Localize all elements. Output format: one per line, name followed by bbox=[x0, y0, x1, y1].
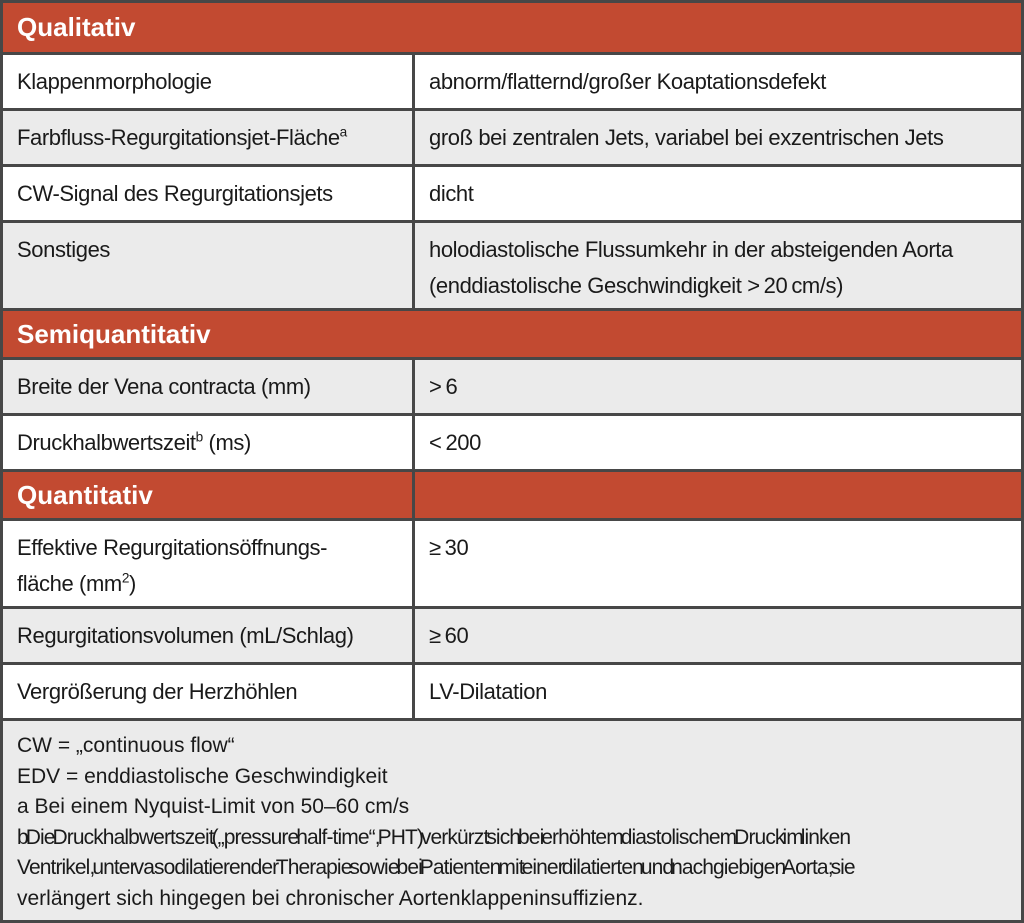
section-title: Quantitativ bbox=[3, 472, 415, 518]
row-value-cell bbox=[415, 521, 1021, 606]
row-label: Farbfluss-Regurgitationsjet-Fläche$^a$ bbox=[17, 124, 347, 150]
footnote-edv-definition: EDV = enddiastolische Geschwindigkeit bbox=[17, 764, 388, 788]
row-label-cell bbox=[3, 55, 415, 108]
footnote-cw-definition: CW = „continuous flow“ bbox=[17, 734, 235, 757]
row-label-cell bbox=[3, 665, 415, 718]
table-row-cw-signal bbox=[3, 164, 1021, 220]
table-row-vena-contracta bbox=[3, 357, 1021, 413]
table-row-klappenmorphologie bbox=[3, 52, 1021, 108]
row-value-line1: holodiastolische Flussumkehr in der absteigenden Aorta bbox=[429, 237, 953, 262]
section-header-value-cell bbox=[415, 472, 1021, 518]
row-value-cell bbox=[415, 111, 1021, 164]
row-value-cell bbox=[415, 416, 1021, 469]
row-value: groß bei zentralen Jets, variabel bei exzentrischen Jets bbox=[429, 124, 944, 150]
row-label-line2: fläche (mm$^2$) bbox=[17, 570, 136, 596]
row-value-cell bbox=[415, 609, 1021, 662]
row-label: Druckhalbwertszeit$^b$ (ms) bbox=[17, 429, 251, 455]
row-label: CW-Signal des Regurgitationsjets bbox=[17, 180, 333, 206]
table-row-farbfluss-jet-flaeche bbox=[3, 108, 1021, 164]
table-row-sonstiges bbox=[3, 220, 1021, 308]
row-label-cell bbox=[3, 360, 415, 413]
footnote-b-line1: b Die Druckhalbwertszeit („pressure half-time“, PHT) verkürzt sich bei erhöhtem diastolischem Druck im linken bbox=[17, 825, 851, 849]
superscript-2: 2 bbox=[121, 570, 129, 586]
row-value-cell bbox=[415, 360, 1021, 413]
row-value-line2: (enddiastolische Geschwindigkeit > 20 cm/s) bbox=[429, 273, 844, 298]
row-label-cell bbox=[3, 609, 415, 662]
row-label-cell bbox=[3, 167, 415, 220]
table-row-regurgitationsvolumen bbox=[3, 606, 1021, 662]
row-label-cell bbox=[3, 223, 415, 308]
row-value: ≥ 60 bbox=[429, 622, 469, 648]
table-row-effektive-oeffnungsflaeche bbox=[3, 518, 1021, 606]
table-footnotes bbox=[3, 718, 1021, 920]
footnote-b-line2: Ventrikel, unter vasodilatierender Therapie sowie bei Patienten mit einer dilatierten und nachgiebigen Aorta; sie bbox=[17, 856, 855, 879]
row-label: Breite der Vena contracta (mm) bbox=[17, 373, 311, 399]
table-row-druckhalbwertszeit bbox=[3, 413, 1021, 469]
row-value: dicht bbox=[429, 180, 474, 206]
row-label-cell bbox=[3, 111, 415, 164]
row-value: ≥ 30 bbox=[429, 535, 469, 560]
row-value-cell bbox=[415, 665, 1021, 718]
row-value: < 200 bbox=[429, 429, 481, 455]
row-label: Sonstiges bbox=[17, 237, 111, 262]
row-label: Klappenmorphologie bbox=[17, 68, 212, 94]
row-value-cell bbox=[415, 223, 1021, 308]
table-row-vergroesserung-herzhoehlen bbox=[3, 662, 1021, 718]
section-title: Semiquantitativ bbox=[17, 318, 211, 349]
footnote-a: a Bei einem Nyquist-Limit von 50–60 cm/s bbox=[17, 795, 410, 818]
row-value-cell bbox=[415, 55, 1021, 108]
row-label-cell bbox=[3, 521, 415, 606]
row-label: Regurgitationsvolumen (mL/Schlag) bbox=[17, 622, 354, 648]
row-value: LV-Dilatation bbox=[429, 678, 547, 704]
section-header-qualitativ bbox=[3, 3, 1021, 52]
row-label: Vergrößerung der Herzhöhlen bbox=[17, 678, 298, 704]
row-value: > 6 bbox=[429, 373, 458, 399]
row-value-cell bbox=[415, 167, 1021, 220]
section-title: Qualitativ bbox=[17, 12, 136, 42]
row-value: abnorm/flatternd/großer Koaptationsdefekt bbox=[429, 68, 826, 94]
row-label-line1: Effektive Regurgitationsöffnungs- bbox=[17, 535, 328, 560]
footnote-b-line3: verlängert sich hingegen bei chronischer Aortenklappeninsuffizienz. bbox=[17, 886, 644, 910]
footnote-marker-a: a bbox=[339, 124, 347, 140]
section-header-semiquantitativ bbox=[3, 308, 1021, 357]
row-label-cell bbox=[3, 416, 415, 469]
section-header-quantitativ bbox=[3, 469, 1021, 518]
footnote-marker-b: b bbox=[195, 429, 203, 445]
